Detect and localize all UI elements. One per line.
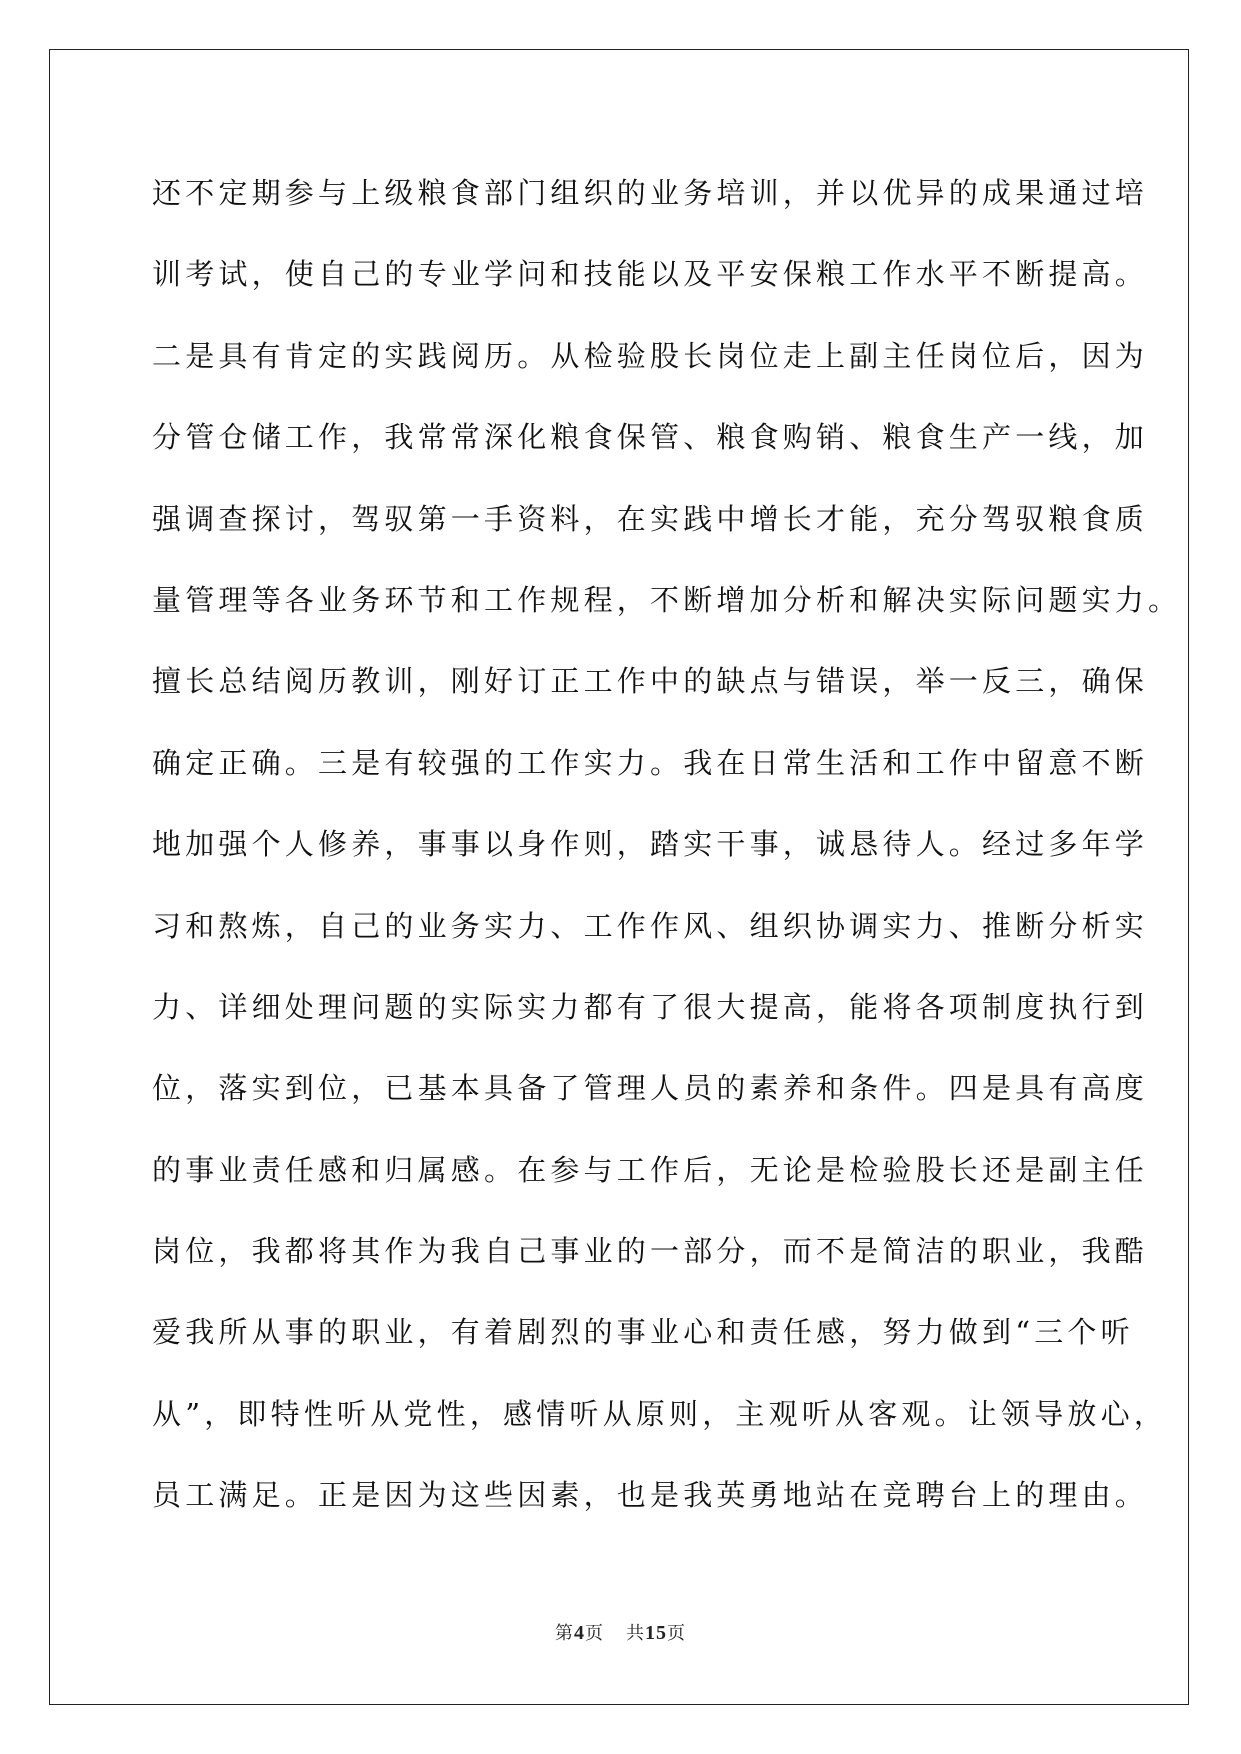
text-line: 确定正确。三是有较强的工作实力。我在日常生活和工作中留意不断 <box>152 745 1149 780</box>
text-line: 强调查探讨，驾驭第一手资料，在实践中增长才能，充分驾驭粮食质 <box>152 501 1149 536</box>
text-line: 员工满足。正是因为这些因素，也是我英勇地站在竞聘台上的理由。 <box>152 1478 1149 1513</box>
page-suffix: 页 <box>585 1623 604 1644</box>
text-line: 位，落实到位，已基本具备了管理人员的素养和条件。四是具有高度 <box>152 1071 1149 1106</box>
document-body <box>152 163 1182 1547</box>
text-line: 还不定期参与上级粮食部门组织的业务培训，并以优异的成果通过培 <box>152 176 1149 210</box>
total-prefix: 共 <box>626 1623 645 1644</box>
page-number: 4 <box>574 1622 585 1644</box>
text-line: 力、详细处理问题的实际实力都有了很大提高，能将各项制度执行到 <box>152 989 1149 1024</box>
text-line: 的事业责任感和归属感。在参与工作后，无论是检验股长还是副主任 <box>152 1152 1149 1187</box>
text-line: 二是具有肯定的实践阅历。从检验股长岗位走上副主任岗位后，因为 <box>152 338 1149 373</box>
page-prefix: 第 <box>555 1623 574 1644</box>
text-line: 擅长总结阅历教训，刚好订正工作中的缺点与错误，举一反三，确保 <box>152 664 1149 699</box>
total-pages: 15 <box>645 1622 667 1644</box>
text-line: 分管仓储工作，我常常深化粮食保管、粮食购销、粮食生产一线，加 <box>152 420 1149 455</box>
text-line: 地加强个人修养，事事以身作则，踏实干事，诚恳待人。经过多年学 <box>152 827 1149 862</box>
text-line: 量管理等各业务环节和工作规程，不断增加分析和解决实际问题实力。 <box>152 582 1182 617</box>
text-line: 习和熬炼，自己的业务实力、工作作风、组织协调实力、推断分析实 <box>152 908 1149 943</box>
text-line: 岗位，我都将其作为我自己事业的一部分，而不是简洁的职业，我酷 <box>152 1234 1149 1269</box>
text-line: 从”，即特性听从党性，感情听从原则，主观听从客观。让领导放心， <box>152 1396 1168 1431</box>
total-suffix: 页 <box>667 1623 686 1644</box>
page-footer <box>0 1619 1241 1645</box>
text-line: 爱我所从事的职业，有着剧烈的事业心和责任感，努力做到“三个听 <box>152 1315 1134 1350</box>
text-line: 训考试，使自己的专业学问和技能以及平安保粮工作水平不断提高。 <box>152 257 1149 292</box>
